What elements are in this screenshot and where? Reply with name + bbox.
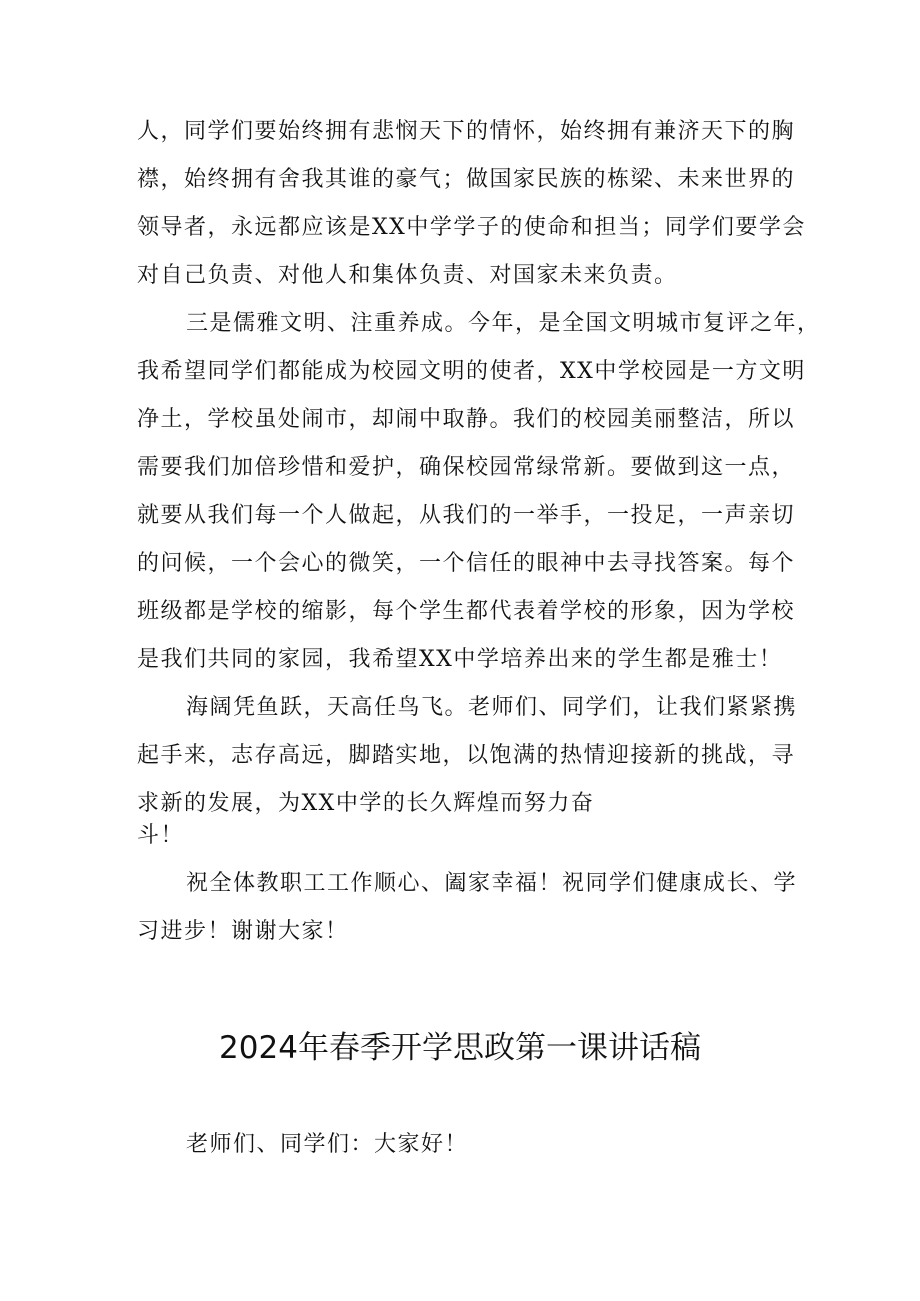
body-line-14: 起手来，志存高远，脚踏实地，以饱满的热情迎接新的挑战，寻 bbox=[137, 743, 796, 768]
body-line-8: 需要我们加倍珍惜和爱护，确保校园常绿常新。要做到这一点， bbox=[137, 455, 796, 480]
document-title: 2024年春季开学思政第一课讲话稿 bbox=[219, 1030, 701, 1066]
body-line-15: 求新的发展，为XX中学的长久辉煌而努力奋 bbox=[137, 791, 595, 816]
body-line-12: 是我们共同的家园，我希望XX中学培养出来的学生都是雅士！ bbox=[137, 647, 783, 672]
body-line-7: 净土，学校虽处闹市，却闹中取静。我们的校园美丽整洁，所以 bbox=[137, 407, 796, 432]
body-line-5: 三是儒雅文明、注重养成。今年，是全国文明城市复评之年， bbox=[186, 311, 821, 336]
body-line-11: 班级都是学校的缩影，每个学生都代表着学校的形象，因为学校 bbox=[137, 599, 796, 624]
body-line-10: 的问候，一个会心的微笑，一个信任的眼神中去寻找答案。每个 bbox=[137, 551, 796, 576]
body-line-13: 海阔凭鱼跃，天高任鸟飞。老师们、同学们，让我们紧紧携 bbox=[186, 695, 798, 720]
body-line-3: 领导者，永远都应该是XX中学学子的使命和担当；同学们要学会 bbox=[137, 215, 806, 240]
body-line-16: 斗！ bbox=[137, 823, 185, 848]
body-line-2: 襟，始终拥有舍我其谁的豪气；做国家民族的栋梁、未来世界的 bbox=[137, 167, 796, 192]
greeting-line: 老师们、同学们：大家好！ bbox=[186, 1132, 469, 1157]
body-line-6: 我希望同学们都能成为校园文明的使者，XX中学校园是一方文明 bbox=[137, 359, 806, 384]
body-line-18: 习进步！谢谢大家！ bbox=[137, 919, 349, 944]
body-line-9: 就要从我们每一个人做起，从我们的一举手，一投足，一声亲切 bbox=[137, 503, 796, 528]
body-line-17: 祝全体教职工工作顺心、阖家幸福！祝同学们健康成长、学 bbox=[186, 871, 798, 896]
body-line-4: 对自己负责、对他人和集体负责、对国家未来负责。 bbox=[137, 263, 678, 288]
body-line-1: 人，同学们要始终拥有悲悯天下的情怀，始终拥有兼济天下的胸 bbox=[137, 119, 796, 144]
